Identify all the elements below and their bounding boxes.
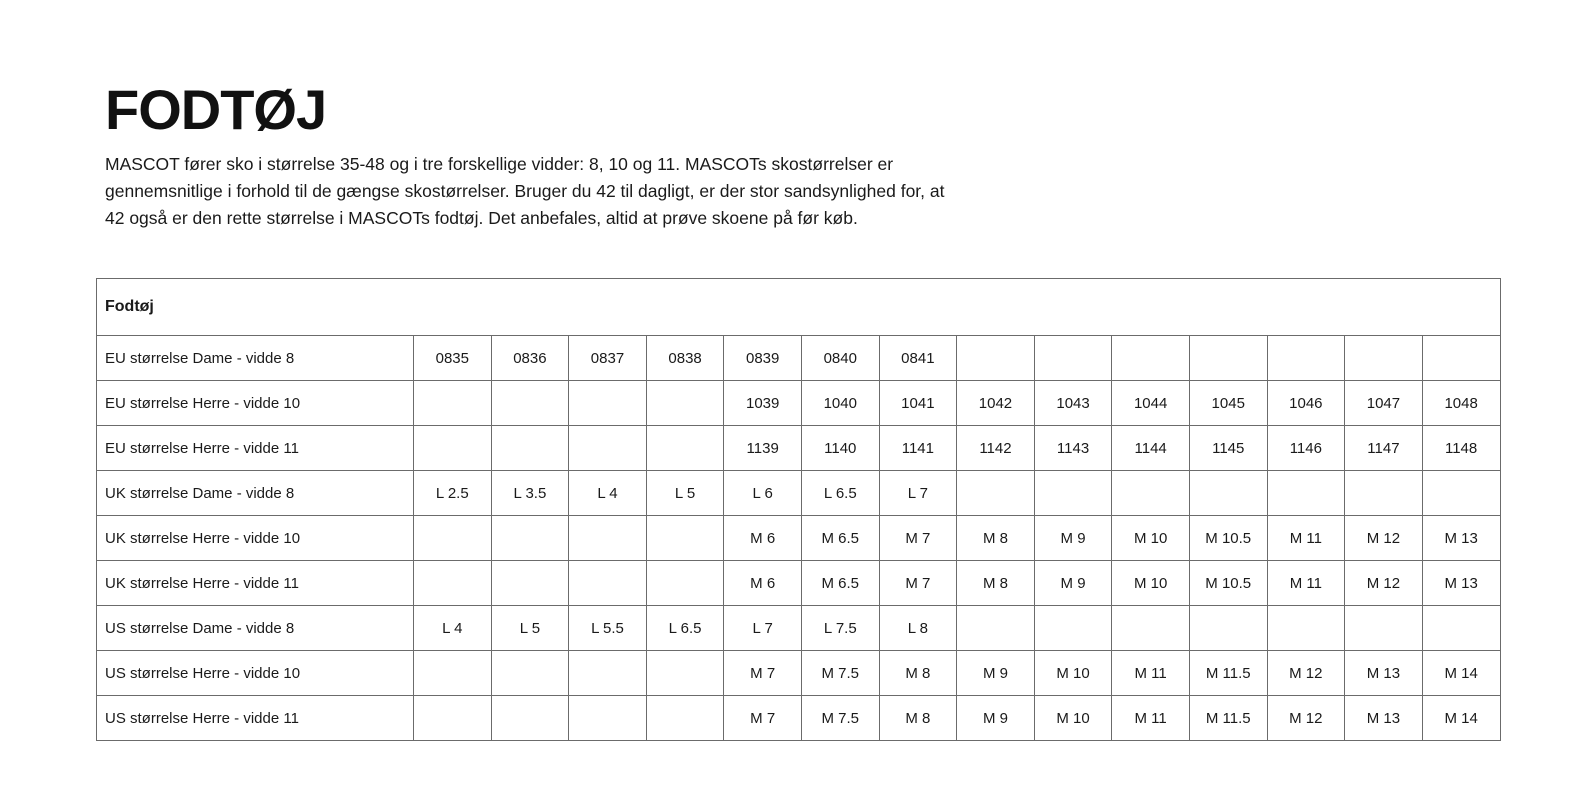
size-cell: 0838 (646, 336, 724, 381)
size-cell: 0835 (414, 336, 492, 381)
size-cell (569, 516, 647, 561)
size-cell: 0836 (491, 336, 569, 381)
size-cell (646, 651, 724, 696)
size-cell (1189, 606, 1267, 651)
size-cell: M 9 (957, 651, 1035, 696)
row-label: EU størrelse Herre - vidde 10 (97, 381, 414, 426)
size-cell: M 12 (1345, 516, 1423, 561)
size-cell: L 7 (724, 606, 802, 651)
size-cell: L 5 (491, 606, 569, 651)
size-cell: M 7.5 (801, 651, 879, 696)
size-cell: M 11 (1267, 516, 1345, 561)
size-cell: 1144 (1112, 426, 1190, 471)
size-cell: M 11 (1112, 651, 1190, 696)
intro-paragraph (105, 151, 1055, 232)
size-cell (1034, 471, 1112, 516)
size-cell: 1148 (1422, 426, 1500, 471)
size-cell (1345, 471, 1423, 516)
size-cell: M 9 (1034, 516, 1112, 561)
size-cell (414, 651, 492, 696)
size-cell: L 2.5 (414, 471, 492, 516)
size-cell: M 12 (1345, 561, 1423, 606)
size-cell: M 14 (1422, 651, 1500, 696)
size-cell: 0840 (801, 336, 879, 381)
table-row (97, 336, 1501, 381)
size-cell: L 5 (646, 471, 724, 516)
size-cell: M 10.5 (1189, 516, 1267, 561)
size-cell: 1040 (801, 381, 879, 426)
size-cell: M 12 (1267, 696, 1345, 741)
size-cell: L 8 (879, 606, 957, 651)
size-cell: M 14 (1422, 696, 1500, 741)
size-cell: M 11.5 (1189, 651, 1267, 696)
size-cell: 1146 (1267, 426, 1345, 471)
size-cell (1034, 606, 1112, 651)
size-cell: 0839 (724, 336, 802, 381)
size-cell: 1047 (1345, 381, 1423, 426)
size-cell (957, 471, 1035, 516)
size-cell: L 6 (724, 471, 802, 516)
size-cell: L 6.5 (801, 471, 879, 516)
size-cell: L 4 (569, 471, 647, 516)
table-caption-row (97, 279, 1501, 336)
intro-line: MASCOT fører sko i størrelse 35-48 og i tre forskellige vidder: 8, 10 og 11. MASCOTs skostørrelser er (105, 154, 894, 174)
size-cell (569, 381, 647, 426)
size-cell: M 6 (724, 516, 802, 561)
size-cell (569, 561, 647, 606)
table-row (97, 381, 1501, 426)
size-cell: L 7.5 (801, 606, 879, 651)
size-cell: 1145 (1189, 426, 1267, 471)
size-cell (646, 516, 724, 561)
size-cell (957, 336, 1035, 381)
intro-line: gennemsnitlige i forhold til de gængse skostørrelser. Bruger du 42 til dagligt, er der stor sandsynlighed for, at (105, 181, 945, 201)
size-cell: L 6.5 (646, 606, 724, 651)
size-cell (491, 561, 569, 606)
size-cell (414, 696, 492, 741)
size-cell: M 13 (1345, 651, 1423, 696)
size-cell (1422, 336, 1500, 381)
size-cell: L 4 (414, 606, 492, 651)
size-cell (1112, 606, 1190, 651)
size-cell: M 7 (724, 651, 802, 696)
size-cell: M 10 (1112, 516, 1190, 561)
size-cell: 1046 (1267, 381, 1345, 426)
size-cell (569, 651, 647, 696)
size-cell: M 10 (1034, 696, 1112, 741)
size-cell (1267, 606, 1345, 651)
size-cell: M 8 (879, 696, 957, 741)
size-cell (491, 516, 569, 561)
size-cell (1112, 471, 1190, 516)
size-cell: M 6.5 (801, 561, 879, 606)
table-row (97, 561, 1501, 606)
size-cell (1112, 336, 1190, 381)
size-cell (646, 696, 724, 741)
size-cell (1422, 471, 1500, 516)
size-cell: M 6 (724, 561, 802, 606)
row-label: UK størrelse Herre - vidde 11 (97, 561, 414, 606)
size-cell: 1041 (879, 381, 957, 426)
size-cell: M 11.5 (1189, 696, 1267, 741)
size-cell: M 13 (1422, 561, 1500, 606)
size-cell: 1045 (1189, 381, 1267, 426)
size-cell: M 10.5 (1189, 561, 1267, 606)
size-cell: 1043 (1034, 381, 1112, 426)
row-label: EU størrelse Dame - vidde 8 (97, 336, 414, 381)
size-cell: M 7.5 (801, 696, 879, 741)
size-cell: M 7 (879, 516, 957, 561)
size-cell (1034, 336, 1112, 381)
row-label: US størrelse Herre - vidde 11 (97, 696, 414, 741)
size-cell: M 13 (1422, 516, 1500, 561)
size-cell (1189, 336, 1267, 381)
row-label: US størrelse Dame - vidde 8 (97, 606, 414, 651)
size-cell: M 7 (724, 696, 802, 741)
table-row (97, 516, 1501, 561)
size-cell (1267, 336, 1345, 381)
size-cell (957, 606, 1035, 651)
size-cell (646, 381, 724, 426)
size-cell (646, 561, 724, 606)
size-cell (414, 381, 492, 426)
size-cell: 0837 (569, 336, 647, 381)
shoe-size-table (96, 278, 1501, 741)
table-row (97, 471, 1501, 516)
size-cell: 1048 (1422, 381, 1500, 426)
size-cell: M 13 (1345, 696, 1423, 741)
size-cell (1345, 606, 1423, 651)
size-cell: M 8 (957, 516, 1035, 561)
size-cell: M 7 (879, 561, 957, 606)
size-cell: M 11 (1267, 561, 1345, 606)
size-cell: 1139 (724, 426, 802, 471)
size-cell: M 6.5 (801, 516, 879, 561)
size-cell: M 11 (1112, 696, 1190, 741)
size-cell (414, 426, 492, 471)
size-cell: L 5.5 (569, 606, 647, 651)
size-cell (414, 561, 492, 606)
size-cell: 1044 (1112, 381, 1190, 426)
size-cell: L 7 (879, 471, 957, 516)
size-cell: M 9 (1034, 561, 1112, 606)
row-label: EU størrelse Herre - vidde 11 (97, 426, 414, 471)
size-cell: 1039 (724, 381, 802, 426)
size-cell (1345, 336, 1423, 381)
size-cell: L 3.5 (491, 471, 569, 516)
size-cell: 1147 (1345, 426, 1423, 471)
size-cell (569, 696, 647, 741)
size-cell: M 10 (1034, 651, 1112, 696)
size-cell (491, 426, 569, 471)
size-cell: M 12 (1267, 651, 1345, 696)
size-cell (646, 426, 724, 471)
table-row (97, 426, 1501, 471)
size-cell (569, 426, 647, 471)
table-row (97, 696, 1501, 741)
table-row (97, 651, 1501, 696)
size-cell (491, 651, 569, 696)
size-cell: 0841 (879, 336, 957, 381)
size-cell: 1140 (801, 426, 879, 471)
size-cell (491, 696, 569, 741)
row-label: US størrelse Herre - vidde 10 (97, 651, 414, 696)
size-cell: M 8 (879, 651, 957, 696)
row-label: UK størrelse Dame - vidde 8 (97, 471, 414, 516)
page-title: FODTØJ (105, 78, 327, 141)
size-cell: 1142 (957, 426, 1035, 471)
row-label: UK størrelse Herre - vidde 10 (97, 516, 414, 561)
table-row (97, 606, 1501, 651)
size-cell (491, 381, 569, 426)
size-cell: 1143 (1034, 426, 1112, 471)
intro-line: 42 også er den rette størrelse i MASCOTs fodtøj. Det anbefales, altid at prøve skoene på før køb. (105, 208, 858, 228)
size-cell (1189, 471, 1267, 516)
size-cell: M 8 (957, 561, 1035, 606)
size-cell: 1141 (879, 426, 957, 471)
size-cell: 1042 (957, 381, 1035, 426)
table-caption: Fodtøj (97, 279, 1501, 336)
size-cell (1267, 471, 1345, 516)
size-cell: M 10 (1112, 561, 1190, 606)
size-cell: M 9 (957, 696, 1035, 741)
size-cell (414, 516, 492, 561)
size-cell (1422, 606, 1500, 651)
